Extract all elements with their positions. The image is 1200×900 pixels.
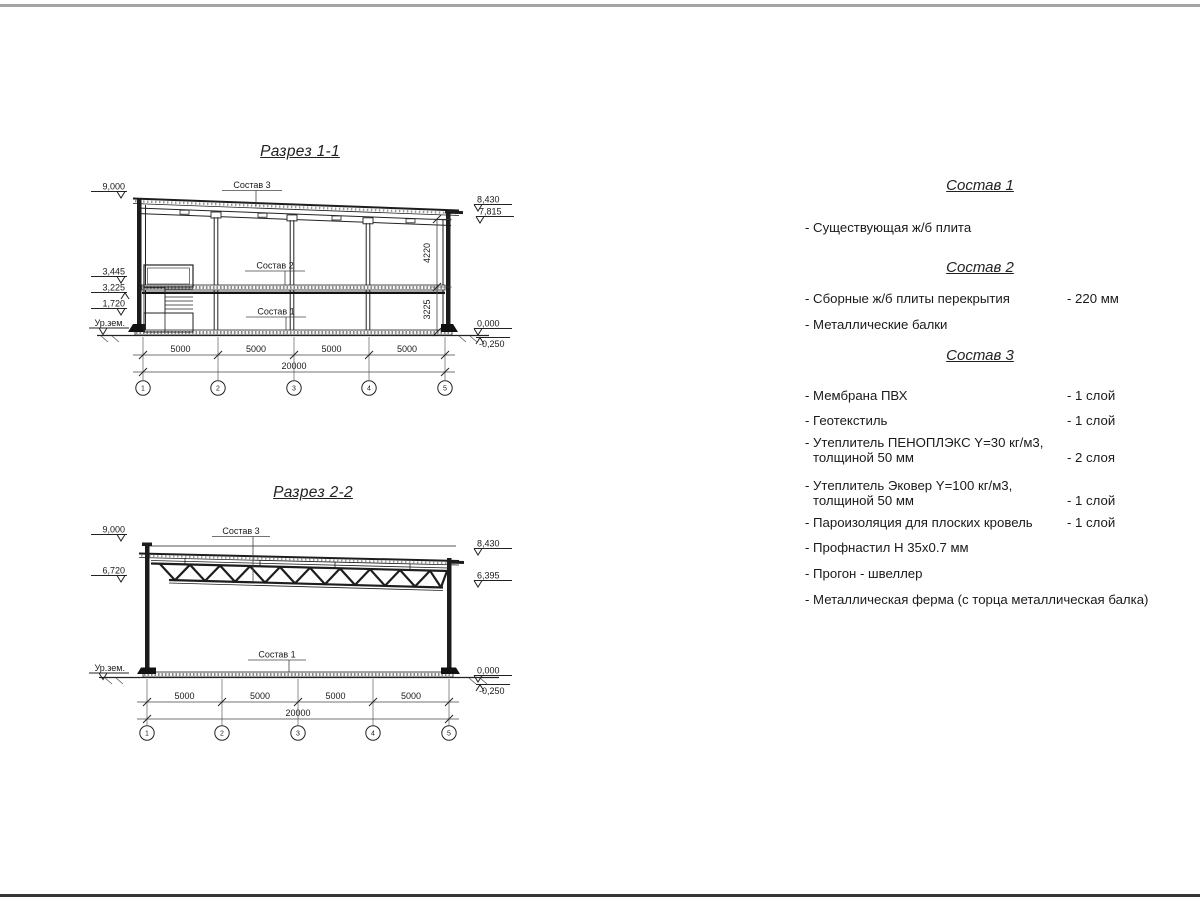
composition-legend	[795, 172, 1190, 642]
elevation-marks-right	[474, 195, 514, 350]
page-bottom-border	[0, 894, 1200, 897]
sostav-3-heading: Состав 3	[946, 347, 1014, 364]
legend-item-value: - 1 слой	[1067, 413, 1116, 428]
legend-item-text: - Утеплитель ПЕНОПЛЭКС Y=30 кг/м3,	[805, 435, 1044, 450]
legend-item-text: - Утеплитель Эковер Y=100 кг/м3,	[805, 478, 1013, 493]
elevation-label: 1,720	[102, 298, 125, 309]
ground-level-label: Ур.зем.	[94, 663, 125, 673]
elevation-marks-left	[89, 182, 129, 335]
sostav-2-heading: Состав 2	[946, 259, 1014, 276]
legend-item-value: - 2 слоя	[1067, 450, 1115, 465]
legend-item	[805, 291, 1185, 306]
grid-axis-number: 1	[145, 730, 149, 738]
ground-slab	[97, 324, 489, 342]
grid-axis-number: 1	[141, 385, 145, 393]
sostav3-label: Состав 3	[233, 180, 271, 190]
elevation-label: 9,000	[102, 181, 125, 192]
roof-slab	[139, 546, 464, 565]
legend-item	[805, 317, 1185, 332]
span-dim-label: 5000	[400, 691, 422, 701]
section-2-2-drawing	[85, 480, 525, 750]
span-dimensions	[137, 679, 459, 725]
legend-item	[805, 388, 1185, 403]
section-1-1-drawing	[85, 175, 525, 405]
elevation-label: 0,000	[477, 665, 500, 676]
legend-item-text-line2: толщиной 50 мм	[813, 450, 914, 465]
grid-axis-bubbles	[140, 726, 456, 740]
layer-labels	[212, 526, 306, 672]
span-dim-label: 5000	[321, 344, 342, 354]
span-dim-label: 5000	[174, 691, 195, 701]
elevation-marks-left	[89, 525, 129, 680]
grid-axis-number: 5	[443, 385, 447, 393]
legend-item-text: - Геотекстиль	[805, 413, 888, 428]
legend-item-text: - Пароизоляция для плоских кровель	[805, 515, 1033, 530]
grid-axis-bubbles	[136, 381, 452, 395]
staircase	[144, 265, 193, 332]
legend-item-value: - 1 слой	[1067, 515, 1116, 530]
elevation-label: 3,225	[102, 282, 125, 293]
elevation-label: -0,250	[479, 339, 505, 349]
height-dim-label: 3225	[422, 299, 432, 320]
legend-item	[805, 435, 1185, 465]
sostav3-label: Состав 3	[222, 526, 260, 536]
elevation-label: 9,000	[102, 524, 125, 535]
span-dim-label: 5000	[170, 344, 191, 354]
grid-axis-number: 4	[367, 385, 371, 393]
grid-axis-number: 2	[220, 730, 224, 738]
legend-item-text: - Металлическая ферма (с торца металлическая балка)	[805, 592, 1149, 607]
legend-item-text: - Существующая ж/б плита	[805, 220, 972, 235]
legend-item	[805, 478, 1185, 508]
sostav-1-heading: Состав 1	[946, 177, 1014, 194]
page-top-border	[0, 4, 1200, 7]
grid-axis-number: 3	[296, 730, 300, 738]
elevation-label: 3,445	[102, 266, 125, 277]
legend-item-text: - Мембрана ПВХ	[805, 388, 908, 403]
grid-axis-number: 5	[447, 730, 451, 738]
steel-truss	[151, 558, 449, 591]
grid-axis-number: 3	[292, 385, 296, 393]
legend-item-value: - 220 мм	[1067, 291, 1119, 306]
legend-item-text: - Сборные ж/б плиты перекрытия	[805, 291, 1010, 306]
elevation-label: 8,430	[477, 538, 500, 549]
total-dim-label: 20000	[285, 708, 311, 718]
legend-item-value: - 1 слой	[1067, 493, 1116, 508]
grid-axis-number: 4	[371, 730, 375, 738]
elevation-label: -0,250	[479, 686, 505, 696]
elevation-label: 6,395	[477, 570, 500, 581]
grid-axis-number: 2	[216, 385, 220, 393]
legend-item-text: - Прогон - швеллер	[805, 566, 923, 581]
legend-item	[805, 413, 1185, 428]
legend-item-text-line2: толщиной 50 мм	[813, 493, 914, 508]
elevation-marks-right	[474, 539, 512, 697]
total-dim-label: 20000	[281, 361, 307, 371]
legend-item-value: - 1 слой	[1067, 388, 1116, 403]
ground-level-label: Ур.зем.	[94, 318, 125, 328]
span-dim-label: 5000	[325, 691, 346, 701]
section-2-title: Разрез 2-2	[273, 484, 353, 501]
elevation-label: 0,000	[477, 318, 500, 329]
legend-item	[805, 540, 1185, 555]
span-dim-label: 5000	[396, 344, 418, 354]
elevation-label: 6,720	[102, 565, 125, 576]
sostav1-label: Состав 1	[257, 306, 295, 317]
span-dim-label: 5000	[245, 344, 267, 354]
sostav1-label: Состав 1	[258, 649, 296, 660]
span-dim-label: 5000	[249, 691, 271, 701]
sostav2-label: Состав 2	[256, 260, 294, 271]
legend-item-text: - Металлические балки	[805, 317, 948, 332]
elevation-label: 8,430	[477, 194, 500, 205]
height-dim-label: 4220	[422, 242, 432, 264]
span-dimensions	[133, 337, 455, 380]
legend-item	[805, 220, 1185, 235]
legend-item	[805, 515, 1185, 530]
elevation-label: 7,815	[479, 206, 502, 217]
legend-item-text: - Профнастил Н 35х0.7 мм	[805, 540, 969, 555]
legend-item	[805, 592, 1185, 607]
legend-item	[805, 566, 1185, 581]
section-1-title: Разрез 1-1	[260, 143, 340, 160]
